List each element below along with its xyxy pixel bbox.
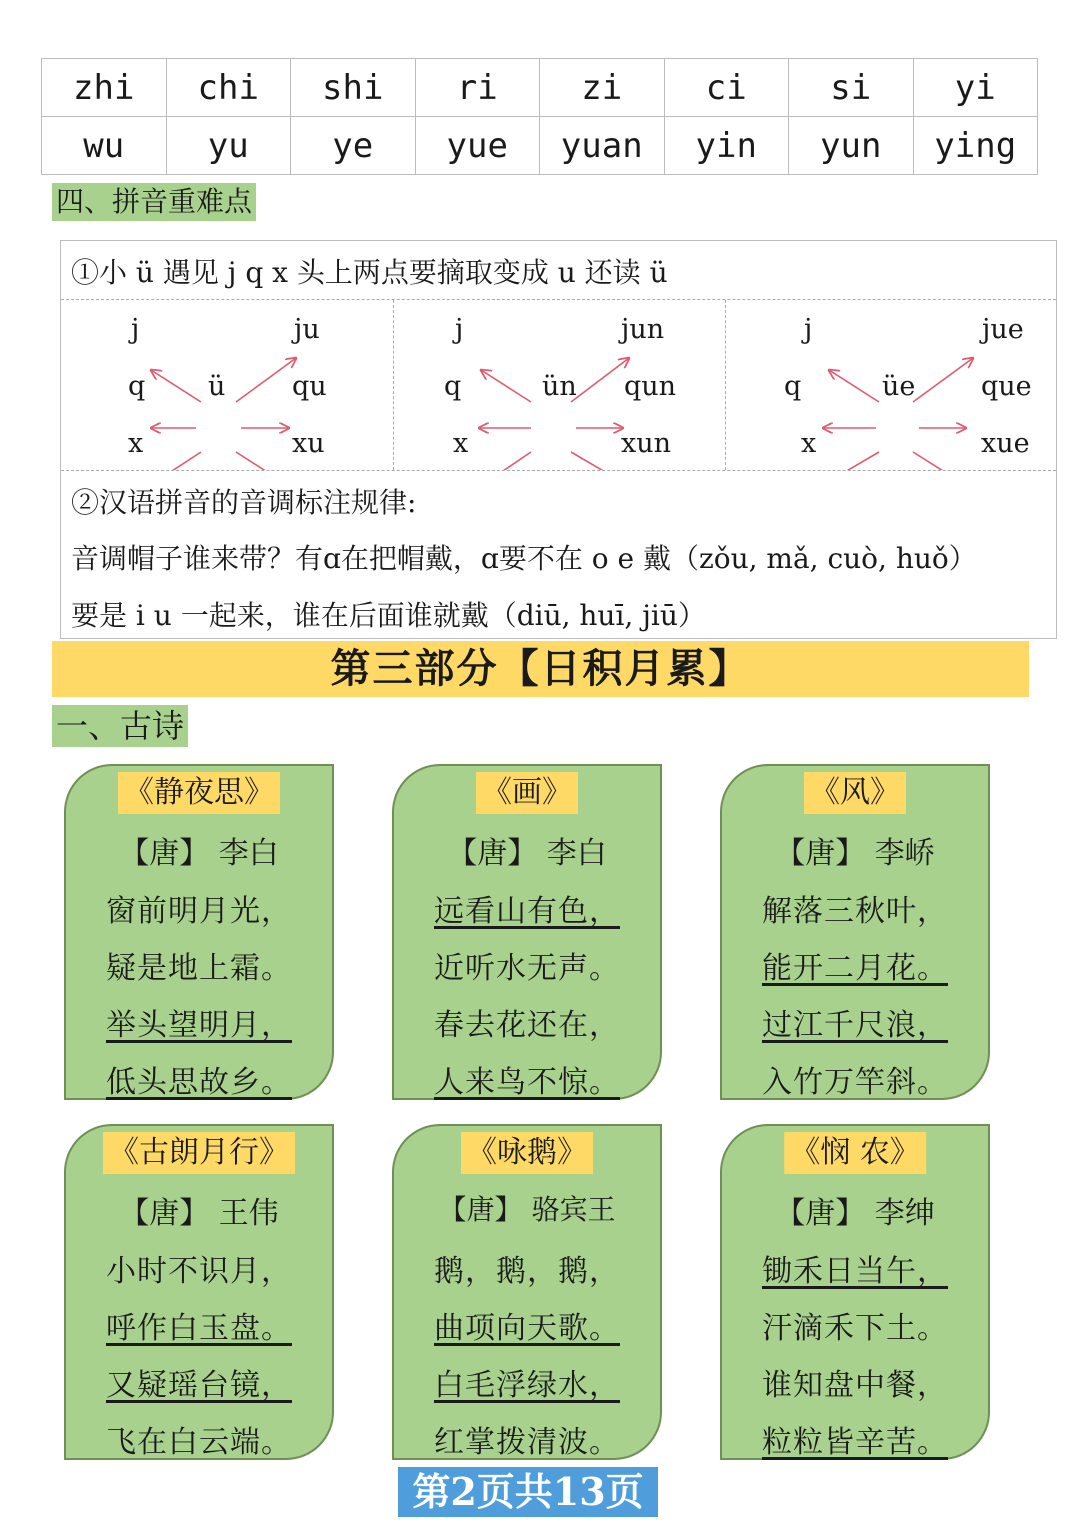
diagram-label: xu: [292, 428, 325, 459]
poem-title: 《画》: [476, 772, 578, 814]
pinyin-cell: ri: [415, 59, 540, 117]
diagram-label: ju: [294, 314, 320, 345]
poem-line: 谁知盘中餐，: [762, 1368, 948, 1403]
diagram-center: ün: [542, 371, 577, 402]
pinyin-cell: zi: [540, 59, 665, 117]
poem-line: 举头望明月，: [106, 1008, 292, 1043]
poem-title: 《古朗月行》: [103, 1132, 295, 1174]
diagram-label: q: [784, 371, 802, 402]
rule-2-title: ②汉语拼音的音调标注规律:: [71, 486, 417, 519]
diagram-label: j: [131, 314, 140, 345]
page-number: 第2页共13页: [398, 1467, 658, 1517]
pinyin-cell: yun: [789, 117, 914, 175]
diagram-label: jue: [982, 314, 1024, 345]
poem-line: 飞在白云端。: [106, 1425, 292, 1460]
poem-title: 《静夜思》: [118, 772, 280, 814]
diagram-label: jun: [621, 314, 665, 345]
pinyin-cell: chi: [166, 59, 291, 117]
diagram-arrow: [571, 358, 629, 402]
diagram-label: x: [453, 428, 469, 459]
diagram-arrow: [829, 370, 879, 402]
pinyin-cell: shi: [291, 59, 416, 117]
diagram-arrow: [481, 370, 531, 402]
poem-line: 呼作白玉盘。: [106, 1311, 292, 1346]
poem-author: 【唐】 王伟: [119, 1196, 279, 1231]
poem-line: 锄禾日当午，: [762, 1254, 948, 1289]
diagram-label: x: [128, 428, 144, 459]
diagram-arrow: [481, 452, 531, 470]
part3-banner: 第三部分【日积月累】: [52, 641, 1029, 697]
pinyin-cell: ying: [913, 117, 1038, 175]
diagram-arrow: [149, 452, 201, 470]
poem-author: 【唐】 骆宾王: [438, 1193, 616, 1226]
poem-line: 入竹万竿斜。: [762, 1065, 948, 1100]
poem-card: [392, 764, 662, 1100]
poem-card: [720, 1124, 990, 1460]
rule-1-text: ①小 ü 遇见 j q x 头上两点要摘取变成 u 还读 ü: [71, 256, 668, 289]
poem-line: 过江千尺浪，: [762, 1008, 948, 1043]
poem-line: 近听水无声。: [434, 951, 620, 986]
section-heading-pinyin-difficulties: 四、拼音重难点: [52, 183, 256, 221]
poem-line: 能开二月花。: [762, 951, 948, 986]
poem-line: 解落三秋叶，: [762, 894, 948, 929]
diagram-label: qun: [624, 371, 677, 402]
diagram-label: x: [801, 428, 817, 459]
pinyin-cell: yue: [415, 117, 540, 175]
poem-line: 窗前明月光，: [106, 894, 292, 929]
poem-line: 曲项向天歌。: [434, 1311, 620, 1346]
pinyin-cell: zhi: [42, 59, 167, 117]
divider: [61, 470, 1056, 471]
poem-card: [64, 1124, 334, 1460]
diagram-label: q: [128, 371, 146, 402]
diagram-label: que: [981, 371, 1032, 402]
diagram-arrow: [821, 452, 879, 470]
diagram-arrow: [236, 358, 296, 402]
diagram-label: q: [444, 371, 462, 402]
poem-author: 【唐】 李白: [447, 836, 607, 871]
pinyin-cell: ci: [664, 59, 789, 117]
diagram-arrow: [151, 370, 201, 402]
poem-line: 鹅，鹅，鹅，: [434, 1254, 620, 1289]
poem-line: 疑是地上霜。: [106, 951, 292, 986]
diagram-arrow: [913, 358, 973, 402]
rule-2-line-2: 要是 i u 一起来，谁在后面谁就戴（diū, huī, jiū）: [71, 599, 706, 632]
poem-card: [64, 764, 334, 1100]
pinyin-cell: yuan: [540, 117, 665, 175]
diagram-label: qu: [292, 371, 327, 402]
diagram-label: j: [455, 314, 464, 345]
poem-line: 白毛浮绿水，: [434, 1368, 620, 1403]
poem-line: 低头思故乡。: [106, 1065, 292, 1100]
pinyin-cell: wu: [42, 117, 167, 175]
poem-author: 【唐】 李峤: [775, 836, 935, 871]
poem-card: [392, 1124, 662, 1460]
poem-line: 远看山有色，: [434, 894, 620, 929]
poem-line: 又疑瑶台镜，: [106, 1368, 292, 1403]
pinyin-cell: yu: [166, 117, 291, 175]
diagram-arrow: [236, 452, 289, 470]
poem-title: 《咏鹅》: [461, 1132, 593, 1174]
poem-title: 《风》: [804, 772, 906, 814]
diagram-arrow: [913, 452, 967, 470]
diagram-label: j: [804, 314, 813, 345]
poem-line: 红掌拨清波。: [434, 1425, 620, 1460]
poem-author: 【唐】 李白: [119, 836, 279, 871]
pinyin-table: [41, 58, 1038, 175]
poem-line: 小时不识月，: [106, 1254, 292, 1289]
section-heading-ancient-poems: 一、古诗: [52, 705, 188, 747]
pinyin-row: [42, 59, 1038, 117]
poem-author: 【唐】 李绅: [775, 1196, 935, 1231]
pinyin-cell: ye: [291, 117, 416, 175]
diagram-center: ü: [208, 371, 226, 402]
poem-title: 《悯 农》: [784, 1132, 926, 1174]
pinyin-cell: yi: [913, 59, 1038, 117]
poem-card: [720, 764, 990, 1100]
diagram-label: xue: [981, 428, 1030, 459]
diagram-label: xun: [621, 428, 672, 459]
poem-line: 人来鸟不惊。: [434, 1065, 620, 1100]
pinyin-rules-box: [60, 240, 1057, 639]
poem-line: 汗滴禾下土。: [762, 1311, 948, 1346]
pinyin-row: [42, 117, 1038, 175]
poem-line: 春去花还在，: [434, 1008, 620, 1043]
pinyin-cell: si: [789, 59, 914, 117]
poem-line: 粒粒皆辛苦。: [762, 1425, 948, 1460]
pinyin-cell: yin: [664, 117, 789, 175]
rule-2-line-1: 音调帽子谁来带？有ɑ在把帽戴，ɑ要不在 o e 戴（zǒu, mǎ, cuò, huǒ）: [71, 542, 977, 575]
diagram-center: üe: [882, 371, 916, 402]
